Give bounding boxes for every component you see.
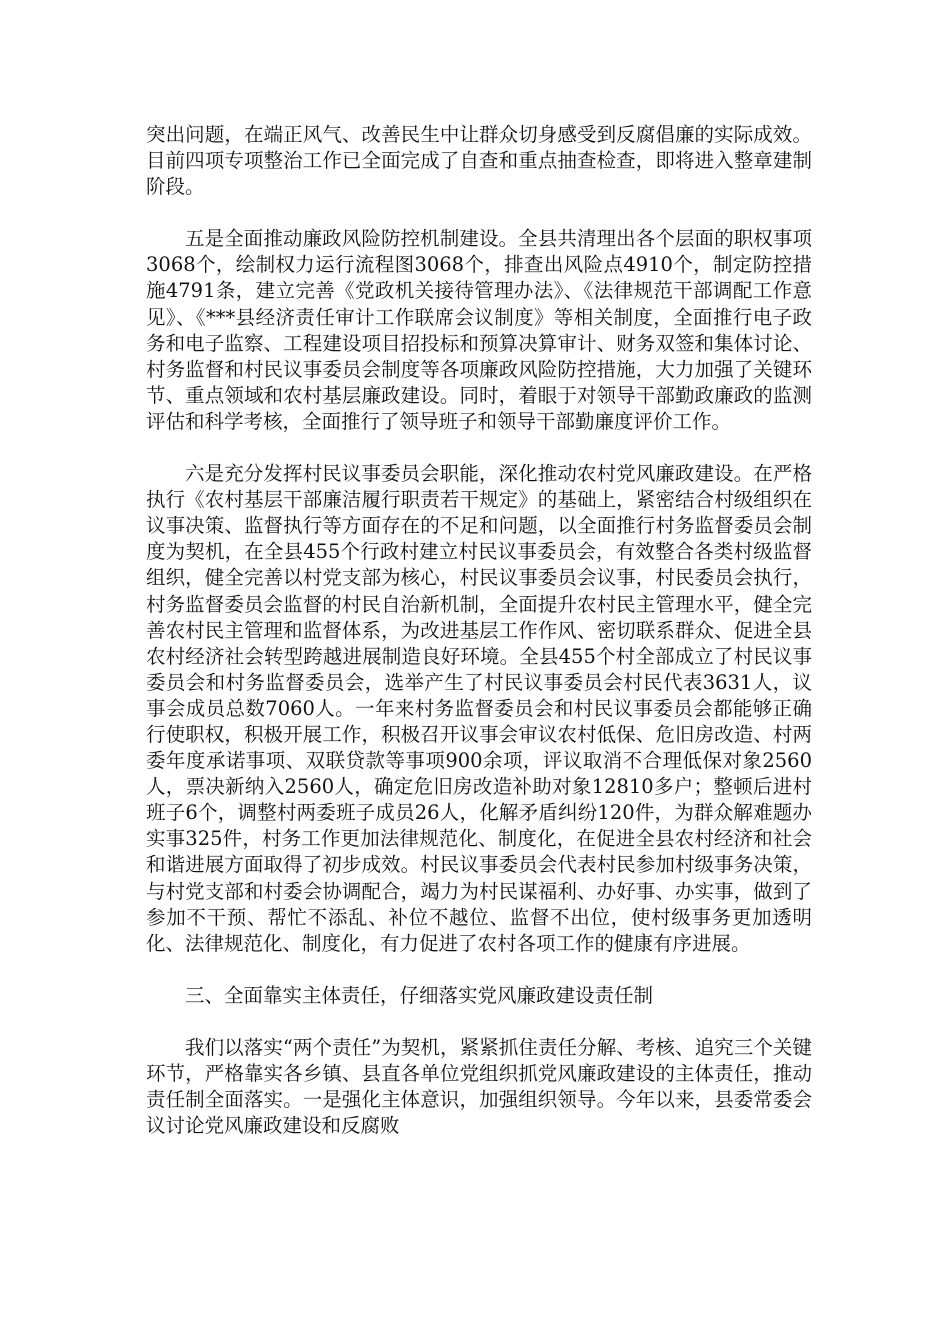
paragraph-continuation: 突出问题，在端正风气、改善民生中让群众切身感受到反腐倡廉的实际成效。目前四项专项整治工作已全面完成了自查和重点抽查检查，即将进入整章建制阶段。	[146, 123, 812, 199]
paragraph-risk-prevention: 五是全面推动廉政风险防控机制建设。全县共清理出各个层面的职权事项3068个，绘制权力运行流程图3068个，排查出风险点4910个，制定防控措施4791条，建立完善《党政机关接待管理办法》、《法律规范干部调配工作意见》、《***县经济责任审计工作联席会议制度》等相关制度，全面推行电子政务和电子监察、工程建设项目招投标和预算决算审计、财务双签和集体讨论、村务监督和村民议事委员会制度等各项廉政风险防控措施，大力加强了关键环节、重点领域和农村基层廉政建设。同时，着眼于对领导干部勤政廉政的监测评估和科学考核，全面推行了领导班子和领导干部勤廉度评价工作。	[146, 227, 812, 433]
section-heading: 三、全面靠实主体责任，仔细落实党风廉政建设责任制	[185, 983, 654, 1007]
paragraph-village-council: 六是充分发挥村民议事委员会职能，深化推动农村党风廉政建设。在严格执行《农村基层干部廉洁履行职责若干规定》的基础上，紧密结合村级组织在议事决策、监督执行等方面存在的不足和问题，以全面推行村务监督委员会制度为契机，在全县455个行政村建立村民议事委员会，有效整合各类村级监督组织，健全完善以村党支部为核心，村民议事委员会议事，村民委员会执行，村务监督委员会监督的村民自治新机制，全面提升农村民主管理水平，健全完善农村民主管理和监督体系，为改进基层工作作风、密切联系群众、促进全县农村经济社会转型跨越进展制造良好环境。全县455个村全部成立了村民议事委员会和村务监督委员会，选举产生了村民议事委员会村民代表3631人，议事会成员总数7060人。一年来村务监督委员会和村民议事委员会都能够正确行使职权，积极开展工作，积极召开议事会审议农村低保、危旧房改造、村两委年度承诺事项、双联贷款等事项900余项，评议取消不合理低保对象2560人，票决新纳入2560人，确定危旧房改造补助对象12810多户；整顿后进村班子6个，调整村两委班子成员26人，化解矛盾纠纷120件，为群众解难题办实事325件，村务工作更加法律规范化、制度化，在促进全县农村经济和社会和谐进展方面取得了初步成效。村民议事委员会代表村民参加村级事务决策，与村党支部和村委会协调配合，竭力为村民谋福利、办好事、办实事，做到了参加不干预、帮忙不添乱、补位不越位、监督不出位，使村级事务更加透明化、法律规范化、制度化，有力促进了农村各项工作的健康有序进展。	[146, 462, 812, 955]
document-page	[146, 122, 812, 1165]
paragraph-responsibility: 我们以落实“两个责任”为契机，紧紧抓住责任分解、考核、追究三个关键环节，严格靠实各乡镇、县直各单位党组织抓党风廉政建设的主体责任，推动责任制全面落实。一是强化主体意识，加强组织领导。今年以来，县委常委会议讨论党风廉政建设和反腐败	[146, 1035, 812, 1138]
